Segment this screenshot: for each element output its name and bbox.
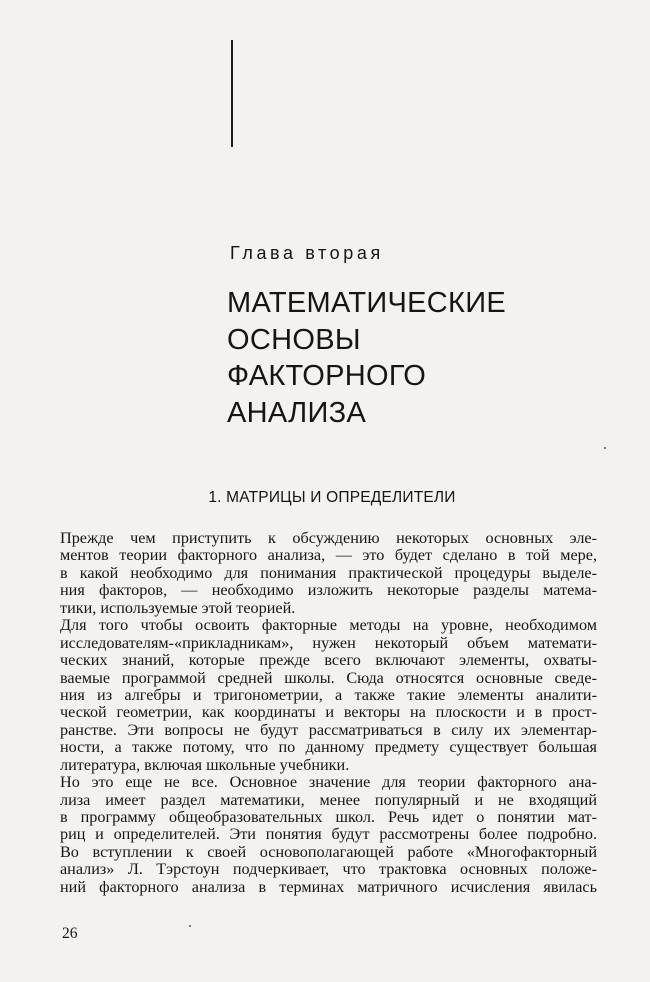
text-line: литература, включая школьные учебники. — [60, 755, 350, 774]
text-line: риц и определителей. Эти понятия будут рассмотрены более подробно. — [60, 825, 597, 844]
text-line: Прежде чем приступить к обсуждению некоторых основных эле- — [60, 529, 597, 547]
chapter-title — [227, 285, 506, 431]
chapter-label: Глава вторая — [230, 243, 384, 263]
chapter-title-line: МАТЕМАТИЧЕСКИЕ — [227, 287, 506, 319]
text-line: Но это еще не все. Основное значение для теории факторного ана- — [60, 773, 597, 792]
chapter-title-line: ОСНОВЫ — [227, 323, 361, 356]
paragraph-3 — [60, 774, 597, 844]
paragraph-1 — [60, 530, 597, 617]
text-line: ваемые программой средней школы. Сюда относятся основные сведе- — [60, 668, 597, 687]
paragraph-4 — [60, 844, 597, 896]
page-number: 26 — [62, 925, 78, 942]
text-line: Для того чтобы освоить факторные методы на уровне, необходимом — [60, 616, 597, 635]
text-line: ранстве. Эти вопросы не будут рассматриваться в силу их элементар- — [60, 720, 597, 739]
paragraph-2 — [60, 617, 597, 774]
text-line: ческих знаний, которые прежде всего включают элементы, охваты- — [60, 651, 597, 670]
text-line: Во вступлении к своей основополагающей работе «Многофакторный — [60, 842, 597, 861]
text-line: ческой геометрии, как координаты и векторы на плоскости и в прост- — [60, 703, 597, 722]
text-line: ния из алгебры и тригонометрии, а также такие элементы аналити- — [60, 685, 597, 704]
text-line: ний факторного анализа в терминах матричного исчисления явилась — [60, 877, 597, 896]
print-speck — [189, 925, 191, 927]
text-line: анализ» Л. Тэрстоун подчеркивает, что трактовка основных положе- — [60, 860, 597, 879]
text-line: в программу общеобразовательных школ. Речь идет о понятии мат- — [60, 808, 597, 826]
text-line: исследователям-«прикладникам», нужен некоторый объем математи- — [60, 633, 597, 652]
text-line: в какой необходимо для понимания практической процедуры выделе- — [60, 563, 597, 582]
section-heading: 1. МАТРИЦЫ И ОПРЕДЕЛИТЕЛИ — [208, 489, 456, 506]
text-line: ности, а также потому, что по данному предмету существует большая — [60, 738, 597, 757]
chapter-vertical-rule — [231, 40, 233, 147]
text-line: ментов теории факторного анализа, — это будет сделано в той мере, — [60, 546, 597, 565]
chapter-title-line: ФАКТОРНОГО — [227, 360, 427, 392]
print-speck — [604, 447, 606, 449]
text-line: тики, используемые этой теорией. — [60, 598, 296, 617]
text-line: ния факторов, — необходимо изложить некоторые разделы матема- — [60, 581, 597, 600]
chapter-title-line: АНАЛИЗА — [227, 396, 367, 429]
text-line: лиза имеет раздел математики, менее популярный и не входящий — [60, 790, 597, 809]
body-text — [60, 530, 597, 896]
